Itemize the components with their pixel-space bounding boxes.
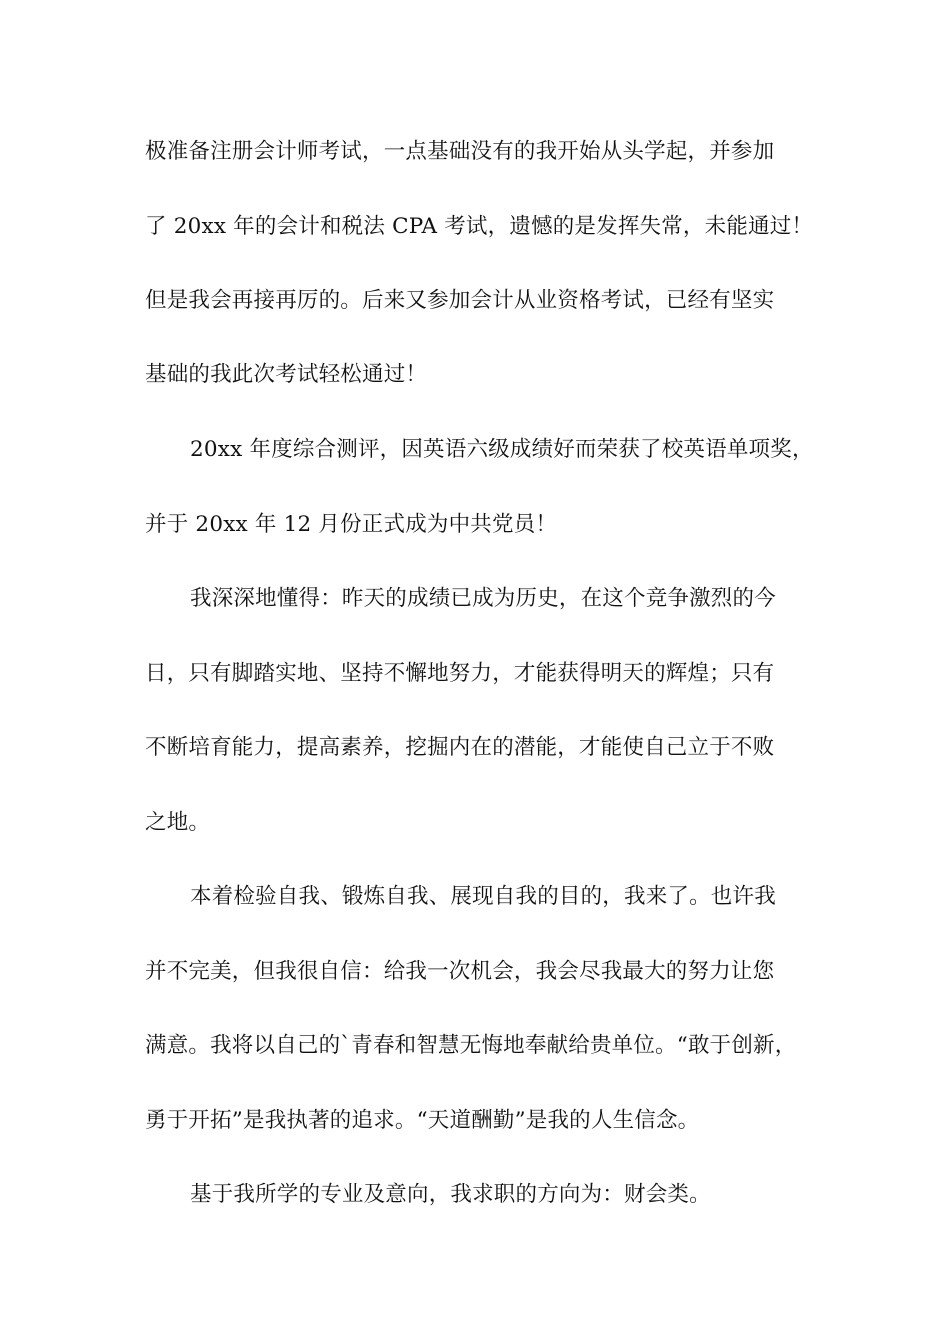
text-line: 不断培育能力，提高素养，挖掘内在的潜能，才能使自己立于不败 <box>145 735 775 760</box>
text-line: 日，只有脚踏实地、坚持不懈地努力，才能获得明天的辉煌；只有 <box>145 661 775 686</box>
text-line: 但是我会再接再厉的。后来又参加会计从业资格考试，已经有坚实 <box>145 288 775 313</box>
text-line: 极准备注册会计师考试，一点基础没有的我开始从头学起，并参加 <box>145 139 775 164</box>
text-line: 20xx 年度综合测评，因英语六级成绩好而荣获了校英语单项奖， <box>190 437 814 462</box>
text-line: 了 20xx 年的会计和税法 CPA 考试，遗憾的是发挥失常，未能通过！ <box>145 214 814 239</box>
text-line: 本着检验自我、锻炼自我、展现自我的目的，我来了。也许我 <box>190 884 776 909</box>
text-line: 勇于开拓”是我执著的追求。“天道酬勤”是我的人生信念。 <box>145 1108 700 1133</box>
text-line: 并于 20xx 年 12 月份正式成为中共党员！ <box>145 512 558 537</box>
text-line: 满意。我将以自己的`青春和智慧无悔地奉献给贵单位。“敢于创新， <box>145 1033 797 1058</box>
text-line: 我深深地懂得：昨天的成绩已成为历史，在这个竞争激烈的今 <box>190 586 776 611</box>
text-line: 基础的我此次考试轻松通过！ <box>145 362 428 387</box>
text-line: 并不完美，但我很自信：给我一次机会，我会尽我最大的努力让您 <box>145 959 775 984</box>
text-line: 基于我所学的专业及意向，我求职的方向为：财会类。 <box>190 1182 711 1207</box>
text-line: 之地。 <box>145 810 211 835</box>
